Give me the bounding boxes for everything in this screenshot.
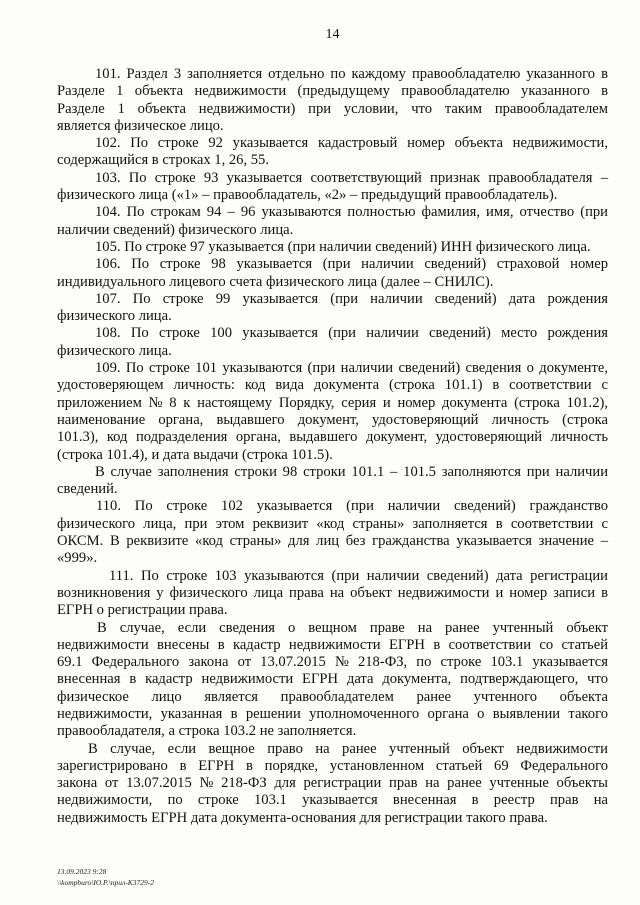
text-line: «999». [57, 550, 98, 567]
text-line: является физическое лицо. [57, 117, 224, 134]
paragraph [57, 498, 608, 567]
page-number: 14 [325, 27, 340, 42]
text-line: 103. По строке 93 указывается соответствующий признак правообладателя – [95, 169, 608, 186]
text-line: 109. По строке 101 указываются (при наличии сведений) сведения о документе, [95, 360, 608, 377]
text-line: возникновения у физического лица права на объект недвижимости и номер записи в [57, 584, 608, 601]
footer-file-path: \\kompburo\Ю.Р.\прил-К3729-2 [57, 878, 155, 887]
text-line: 104. По строкам 94 – 96 указываются полностью фамилия, имя, отчество (при [95, 204, 608, 221]
text-line: 111. По строке 103 указываются (при наличии сведений) дата регистрации [109, 567, 608, 584]
text-line: физического лица, при этом реквизит «код страны» заполняется в соответствии с [57, 515, 608, 532]
text-line: Разделе 1 объекта недвижимости (предыдущему правообладателю указанного в [57, 83, 608, 100]
footer [57, 866, 154, 888]
text-line: внесенная в кадастр недвижимости ЕГРН дата документа, подтверждающего, что [57, 671, 608, 688]
paragraph [57, 204, 608, 239]
text-line: В случае, если сведения о вещном праве на ранее учтенный объект [97, 619, 608, 636]
text-line: приложением № 8 к настоящему Порядку, серия и номер документа (строка 101.2), [57, 394, 608, 411]
text-line: В случае заполнения строки 98 строки 101.1 – 101.5 заполняются при наличии [95, 463, 608, 480]
text-line: В случае, если вещное право на ранее учтенный объект недвижимости [88, 740, 608, 757]
text-line: 110. По строке 102 указывается (при наличии сведений) гражданство [96, 498, 608, 515]
paragraph [57, 620, 608, 741]
text-line: зарегистрировано в ЕГРН в порядке, установленном статьей 69 Федерального [57, 757, 608, 774]
text-line: 102. По строке 92 указывается кадастровый номер объекта недвижимости, [95, 135, 608, 152]
text-line: 69.1 Федерального закона от 13.07.2015 № 218-ФЗ, по строке 103.1 указывается [57, 654, 608, 671]
paragraph [57, 66, 608, 135]
text-line: закона от 13.07.2015 № 218-ФЗ для регистрации прав на ранее учтенные объекты [57, 775, 608, 792]
text-line: 107. По строке 99 указывается (при наличии сведений) дата рождения [95, 290, 608, 307]
text-line: недвижимость ЕГРН дата документа-основания для регистрации такого права. [57, 809, 548, 826]
text-line: содержащийся в строках 1, 26, 55. [57, 152, 269, 169]
text-line: наименование органа, выдавшего документ, удостоверяющий личность (строка [57, 411, 608, 428]
text-line: наличии сведений) физического лица. [57, 221, 294, 238]
text-line: сведений. [57, 481, 118, 498]
text-line: (строка 101.4), и дата выдачи (строка 101.5). [57, 446, 333, 463]
text-line: 101.3), код подразделения органа, выдавшего документ, удостоверяющий личность [57, 429, 608, 446]
text-line: 105. По строке 97 указывается (при наличии сведений) ИНН физического лица. [95, 238, 591, 255]
paragraph [57, 741, 608, 827]
text-line: удостоверяющем личность: код вида документа (строка 101.1) в соответствии с [57, 377, 608, 394]
text-line: 101. Раздел 3 заполняется отдельно по каждому правообладателю указанного в [95, 66, 608, 82]
text-line: физического лица. [57, 342, 172, 359]
text-line: физического лица («1» – правообладатель, «2» – предыдущий правообладатель). [57, 187, 558, 204]
document-body [57, 66, 608, 827]
text-line: правообладателя, а строка 103.2 не заполняется. [57, 723, 357, 740]
text-line: ЕГРН о регистрации права. [57, 602, 228, 619]
text-line: ОКСМ. В реквизите «код страны» для лиц без гражданства указывается значение – [57, 533, 608, 550]
text-line: недвижимости, указанная в решении уполномоченного органа о выявлении такого [57, 705, 608, 722]
text-line: недвижимости внесены в кадастр недвижимости ЕГРН в соответствии со статьей [57, 636, 608, 653]
text-line: 106. По строке 98 указывается (при наличии сведений) страховой номер [95, 256, 608, 273]
text-line: 108. По строке 100 указывается (при наличии сведений) место рождения [95, 325, 608, 342]
footer-timestamp: 13.09.2023 9:28 [57, 867, 107, 876]
paragraph [57, 360, 608, 464]
text-line: физического лица. [57, 308, 172, 325]
paragraph [57, 291, 608, 326]
paragraph [57, 135, 608, 170]
paragraph [57, 239, 608, 256]
text-line: Разделе 1 объекта недвижимости) при условии, что таким правообладателем [57, 100, 608, 117]
text-line: недвижимости, по строке 103.1 указывается внесенная в реестр прав на [57, 792, 608, 809]
paragraph [57, 325, 608, 360]
text-line: индивидуального лицевого счета физического лица (далее – СНИЛС). [57, 273, 494, 290]
text-line: физическое лицо является правообладателем ранее учтенного объекта [57, 688, 608, 705]
paragraph [57, 170, 608, 205]
paragraph [57, 568, 608, 620]
paragraph [57, 464, 608, 499]
paragraph [57, 256, 608, 291]
